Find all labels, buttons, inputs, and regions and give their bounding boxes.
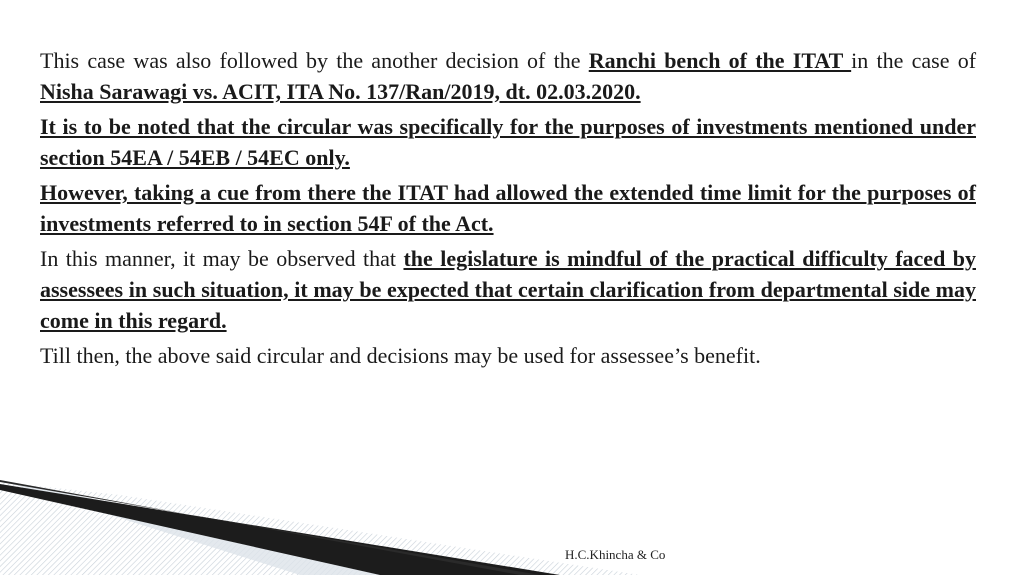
para1-bold-case: Nisha Sarawagi vs. ACIT, ITA No. 137/Ran/2019, dt. 02.03.2020.	[40, 79, 641, 104]
paragraph-circular-note: It is to be noted that the circular was specifically for the purposes of investments mentioned under section 54EA / 54EB / 54EC only.	[40, 114, 976, 170]
para1-text-b: in the case of	[851, 48, 977, 73]
paragraph-legislature	[40, 243, 976, 336]
para4-text-a: In this manner, it may be observed that	[40, 246, 404, 271]
slide-body	[40, 45, 976, 375]
para4-bold: the legislature is mindful of the practical difficulty faced by assessees in such situation, it may be expected that certain clarification from departmental side may come in this regard.	[40, 246, 976, 333]
para1-bold-bench: Ranchi bench of the ITAT	[588, 48, 852, 73]
footer-firm-name: H.C.Khincha & Co	[565, 547, 666, 562]
para1-text-a: This case was also followed by the another decision of the	[40, 48, 589, 73]
paragraph-itat-extension: However, taking a cue from there the ITAT had allowed the extended time limit for the purposes of investments referred to in section 54F of the Act.	[40, 180, 976, 236]
paragraph-till-then: Till then, the above said circular and decisions may be used for assessee’s benefit.	[40, 343, 761, 368]
slide-decoration	[0, 470, 1024, 575]
paragraph-ranchi-bench	[40, 45, 976, 107]
